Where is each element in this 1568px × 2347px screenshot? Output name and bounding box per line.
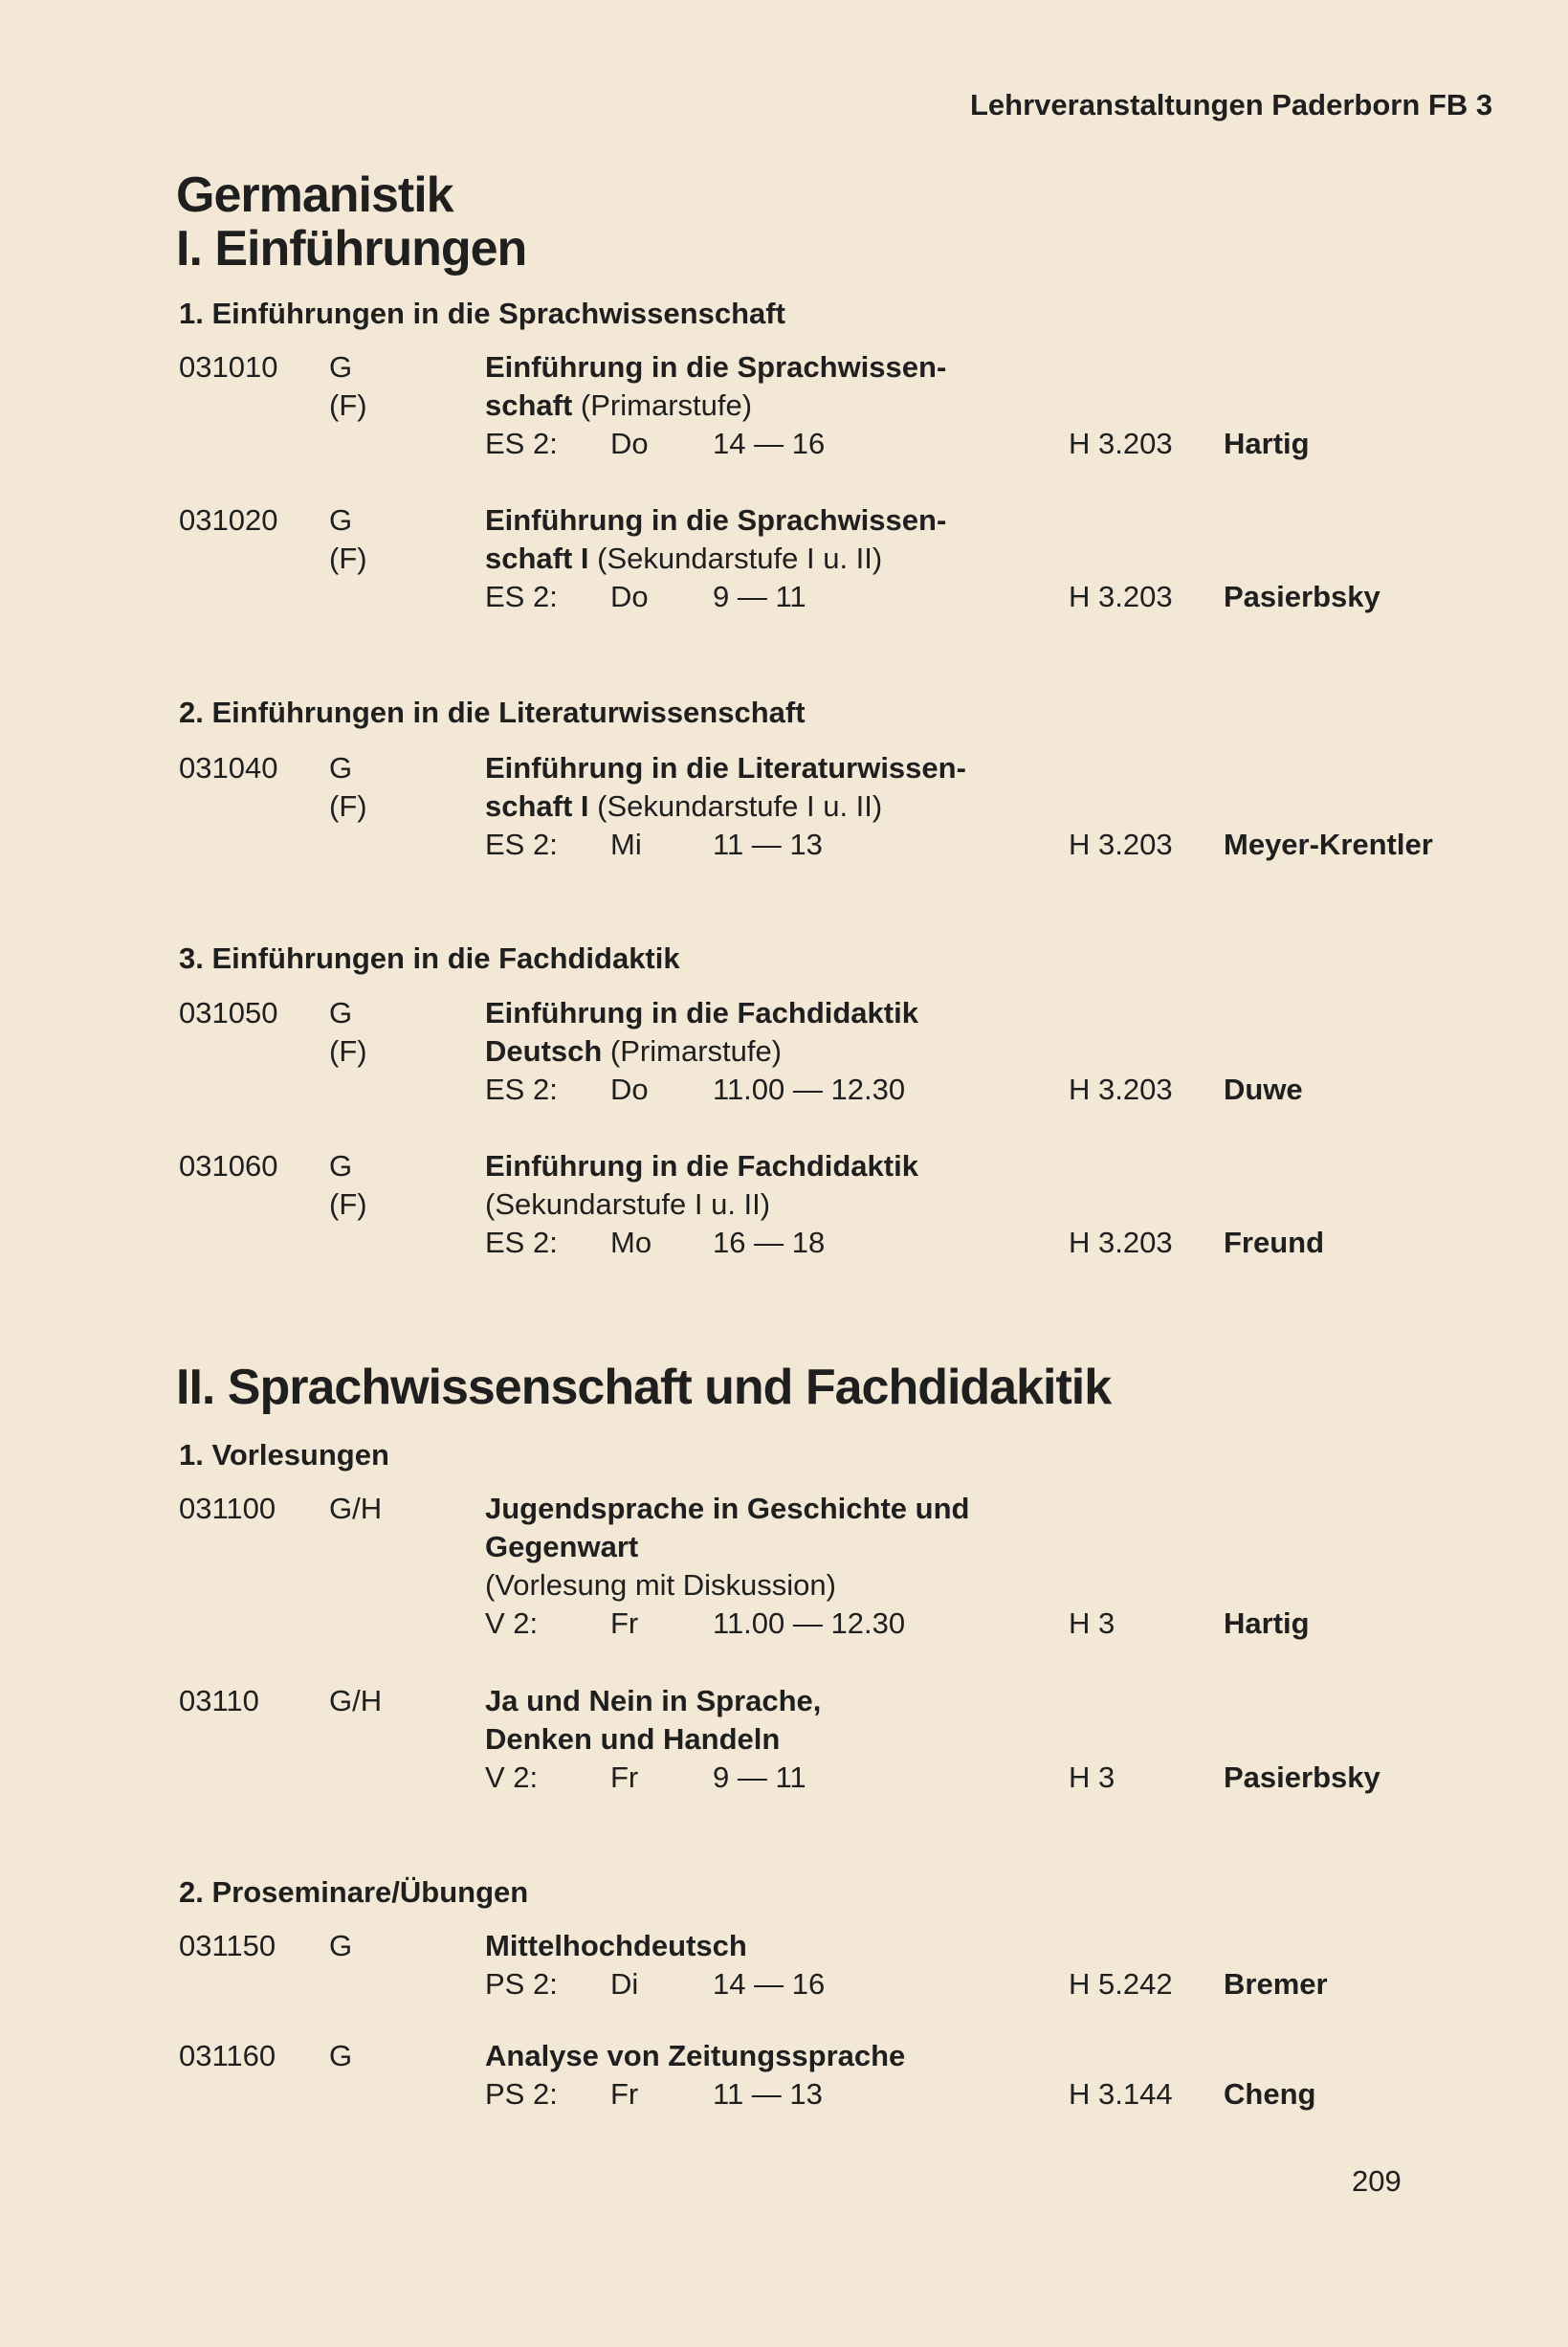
course-kind: PS 2: bbox=[485, 1967, 558, 2001]
course-type: G bbox=[329, 751, 353, 785]
course-lecturer: Freund bbox=[1224, 1226, 1325, 1259]
course-type: G/H bbox=[329, 1684, 383, 1717]
course-kind: V 2: bbox=[485, 1606, 539, 1640]
running-head: Lehrveranstaltungen Paderborn FB 3 bbox=[970, 88, 1493, 122]
course-title-suffix: (Sekundarstufe I u. II) bbox=[588, 542, 883, 575]
course-title-suffix: (Sekundarstufe I u. II) bbox=[588, 789, 883, 823]
course-lecturer: Hartig bbox=[1224, 427, 1310, 460]
course-title-line: Einführung in die Literaturwissen- bbox=[485, 751, 966, 785]
course-form: (F) bbox=[329, 388, 367, 422]
course-title-line: Einführung in die Sprachwissen- bbox=[485, 503, 947, 537]
course-title-line: schaft I bbox=[485, 789, 589, 823]
course-room: H 3.203 bbox=[1069, 580, 1173, 613]
course-form: (F) bbox=[329, 789, 367, 823]
course-title-line: schaft bbox=[485, 388, 573, 422]
course-title-line: Einführung in die Sprachwissen- bbox=[485, 350, 947, 384]
course-lecturer: Meyer-Krentler bbox=[1224, 828, 1433, 861]
course-room: H 3.144 bbox=[1069, 2077, 1173, 2111]
course-title-line: (Vorlesung mit Diskussion) bbox=[485, 1568, 836, 1602]
course-day: Do bbox=[610, 1073, 649, 1106]
course-title-line: schaft I bbox=[485, 542, 589, 575]
course-time: 11 — 13 bbox=[713, 2077, 823, 2111]
course-day: Di bbox=[610, 1967, 639, 2001]
course-time: 14 — 16 bbox=[713, 427, 826, 460]
course-time: 11.00 — 12.30 bbox=[713, 1606, 906, 1640]
course-title bbox=[485, 994, 918, 1071]
section-title: 3. Einführungen in die Fachdidaktik bbox=[179, 941, 680, 975]
course-title bbox=[485, 749, 966, 826]
course-day: Do bbox=[610, 427, 649, 460]
course-room: H 3 bbox=[1069, 1760, 1115, 1794]
course-title bbox=[485, 1147, 918, 1224]
course-lecturer: Bremer bbox=[1224, 1967, 1328, 2001]
course-number: 031160 bbox=[179, 2039, 276, 2072]
part-title-2: II. Sprachwissenschaft und Fachdidakitik bbox=[176, 1360, 1112, 1415]
course-title-suffix: (Primarstufe) bbox=[602, 1034, 783, 1068]
course-number: 031150 bbox=[179, 1929, 276, 1962]
course-lecturer: Hartig bbox=[1224, 1606, 1310, 1640]
course-title-line: Einführung in die Fachdidaktik bbox=[485, 1149, 918, 1183]
course-kind: PS 2: bbox=[485, 2077, 558, 2111]
course-kind: ES 2: bbox=[485, 1226, 558, 1259]
course-title-line: Einführung in die Fachdidaktik bbox=[485, 996, 918, 1030]
course-number: 031020 bbox=[179, 503, 278, 537]
course-room: H 3 bbox=[1069, 1606, 1115, 1640]
course-kind: ES 2: bbox=[485, 427, 558, 460]
course-title bbox=[485, 348, 946, 425]
course-type: G bbox=[329, 996, 353, 1030]
course-title bbox=[485, 501, 946, 578]
course-day: Fr bbox=[610, 2077, 639, 2111]
course-type: G bbox=[329, 2039, 353, 2072]
section-title: 2. Proseminare/Übungen bbox=[179, 1875, 529, 1909]
section-title: 2. Einführungen in die Literaturwissenschaft bbox=[179, 696, 806, 729]
course-time: 11 — 13 bbox=[713, 828, 823, 861]
course-number: 031100 bbox=[179, 1492, 276, 1525]
course-title bbox=[485, 1927, 747, 1965]
course-kind: ES 2: bbox=[485, 828, 558, 861]
course-title-suffix: (Primarstufe) bbox=[572, 388, 753, 422]
course-title bbox=[485, 1490, 969, 1605]
course-day: Mo bbox=[610, 1226, 652, 1259]
section-title: 1. Vorlesungen bbox=[179, 1438, 389, 1472]
course-title bbox=[485, 2037, 905, 2075]
part-title-1: I. Einführungen bbox=[176, 221, 527, 277]
course-time: 11.00 — 12.30 bbox=[713, 1073, 906, 1106]
course-number: 031010 bbox=[179, 350, 278, 384]
course-number: 031060 bbox=[179, 1149, 278, 1183]
course-title-line: Gegenwart bbox=[485, 1530, 639, 1563]
course-room: H 3.203 bbox=[1069, 1226, 1173, 1259]
course-room: H 3.203 bbox=[1069, 828, 1173, 861]
course-lecturer: Pasierbsky bbox=[1224, 1760, 1380, 1794]
section-title: 1. Einführungen in die Sprachwissenschaft bbox=[179, 297, 785, 330]
course-room: H 5.242 bbox=[1069, 1967, 1173, 2001]
course-day: Fr bbox=[610, 1606, 639, 1640]
course-time: 16 — 18 bbox=[713, 1226, 826, 1259]
course-form: (F) bbox=[329, 1034, 367, 1068]
course-title-line: Deutsch bbox=[485, 1034, 603, 1068]
course-type: G bbox=[329, 1929, 353, 1962]
course-form: (F) bbox=[329, 542, 367, 575]
page-number: 209 bbox=[1352, 2164, 1402, 2198]
course-title-line: Analyse von Zeitungssprache bbox=[485, 2039, 906, 2072]
course-time: 14 — 16 bbox=[713, 1967, 826, 2001]
course-number: 03110 bbox=[179, 1684, 259, 1717]
course-kind: V 2: bbox=[485, 1760, 539, 1794]
course-form: (F) bbox=[329, 1187, 367, 1221]
course-lecturer: Pasierbsky bbox=[1224, 580, 1380, 613]
course-kind: ES 2: bbox=[485, 580, 558, 613]
course-lecturer: Duwe bbox=[1224, 1073, 1303, 1106]
course-title bbox=[485, 1682, 821, 1759]
course-number: 031040 bbox=[179, 751, 278, 785]
course-day: Do bbox=[610, 580, 649, 613]
course-title-line: Jugendsprache in Geschichte und bbox=[485, 1492, 970, 1525]
course-time: 9 — 11 bbox=[713, 1760, 806, 1794]
course-title-line: Mittelhochdeutsch bbox=[485, 1929, 747, 1962]
course-title-suffix: (Sekundarstufe I u. II) bbox=[485, 1187, 771, 1221]
course-kind: ES 2: bbox=[485, 1073, 558, 1106]
course-title-line: Ja und Nein in Sprache, bbox=[485, 1684, 822, 1717]
course-type: G bbox=[329, 1149, 353, 1183]
subject-title: Germanistik bbox=[176, 167, 453, 223]
course-title-line: Denken und Handeln bbox=[485, 1722, 781, 1756]
course-type: G bbox=[329, 350, 353, 384]
course-type: G bbox=[329, 503, 353, 537]
course-room: H 3.203 bbox=[1069, 1073, 1173, 1106]
course-lecturer: Cheng bbox=[1224, 2077, 1316, 2111]
course-number: 031050 bbox=[179, 996, 278, 1030]
course-type: G/H bbox=[329, 1492, 383, 1525]
course-day: Mi bbox=[610, 828, 642, 861]
course-room: H 3.203 bbox=[1069, 427, 1173, 460]
course-day: Fr bbox=[610, 1760, 639, 1794]
course-time: 9 — 11 bbox=[713, 580, 806, 613]
